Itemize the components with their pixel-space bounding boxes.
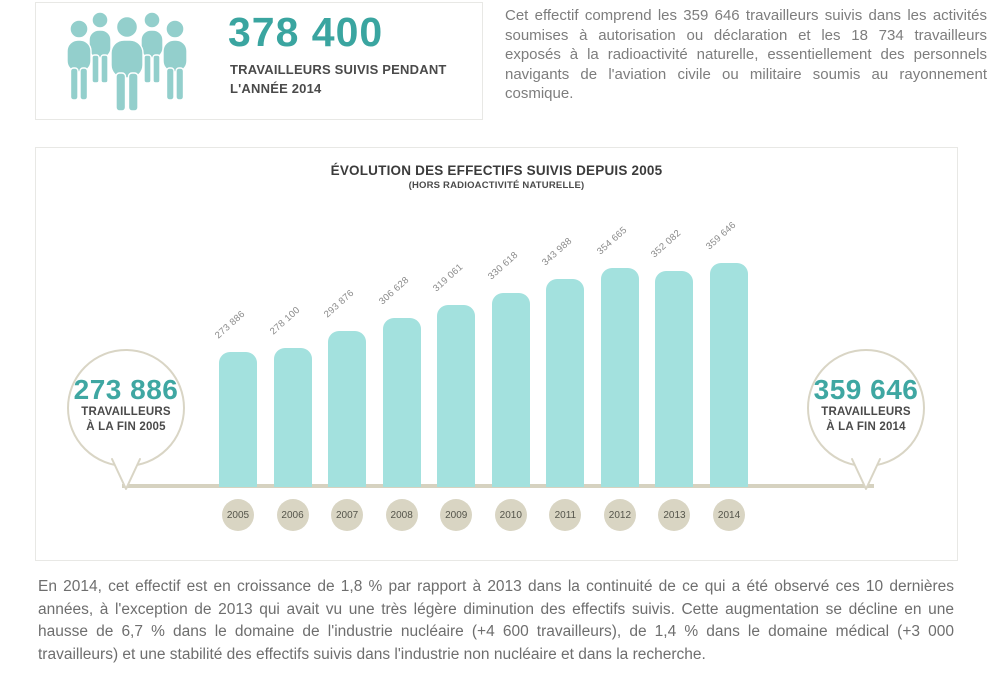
year-label-2010: 2010 [495, 499, 527, 531]
callout-left-text [56, 375, 196, 434]
bar-2010 [492, 293, 530, 487]
bar-value-label-2010: 330 618 [485, 249, 521, 283]
headline-label-line2: L'ANNÉE 2014 [230, 81, 322, 96]
chart-title: ÉVOLUTION DES EFFECTIFS SUIVIS DEPUIS 2005 [330, 163, 663, 178]
callout-left-number: 273 886 [73, 374, 179, 405]
bar-value-label-2006: 278 100 [267, 304, 302, 337]
bar-2007 [328, 331, 366, 487]
bar-2013 [655, 271, 693, 487]
bar-value-label-2007: 293 876 [322, 287, 357, 321]
bar-2008 [383, 318, 421, 487]
bar-2011 [546, 279, 584, 487]
people-group-icon [67, 9, 189, 111]
year-label-2012: 2012 [604, 499, 636, 531]
bar-2005 [219, 352, 257, 487]
headline-label [230, 60, 447, 98]
headline-label-line1: TRAVAILLEURS SUIVIS PENDANT [230, 62, 447, 77]
callout-right-label-line1: TRAVAILLEURS [821, 406, 911, 418]
callout-left-label [56, 405, 196, 434]
callout-left-label-line1: TRAVAILLEURS [81, 406, 171, 418]
headline-card [35, 2, 483, 120]
bar-2009 [437, 305, 475, 487]
bar-value-label-2008: 306 628 [376, 274, 412, 308]
callout-left-label-line2: À LA FIN 2005 [86, 420, 166, 433]
chart-subtitle: (HORS RADIOACTIVITÉ NATURELLE) [408, 180, 585, 191]
bar-value-label-2012: 354 665 [594, 224, 630, 258]
bar-chart [35, 147, 958, 561]
year-label-2011: 2011 [549, 499, 581, 531]
year-label-2009: 2009 [440, 499, 472, 531]
bar-2006 [274, 348, 312, 487]
callout-right-label [796, 405, 936, 434]
year-label-2014: 2014 [713, 499, 745, 531]
year-label-2013: 2013 [658, 499, 690, 531]
bar-value-label-2005: 273 886 [212, 308, 248, 342]
bar-2014 [710, 263, 748, 487]
bar-2012 [601, 268, 639, 487]
bar-value-label-2009: 319 061 [431, 261, 466, 295]
intro-paragraph: Cet effectif comprend les 359 646 travailleurs suivis dans les activités soumises à autorisation ou déclaration et les 18 734 travailleurs exposés à la radioactivité naturelle, essentiellement des personnels navigants de l'aviation civile ou militaire soumis au rayonnement cosmique. [505, 7, 987, 102]
year-label-2008: 2008 [386, 499, 418, 531]
callout-right-text [796, 375, 936, 434]
year-label-2005: 2005 [222, 499, 254, 531]
headline-number: 378 400 [228, 9, 384, 55]
bar-value-label-2011: 343 988 [540, 235, 575, 269]
footer-paragraph: En 2014, cet effectif est en croissance de 1,8 % par rapport à 2013 dans la continuité de ce qui a été observé ces 10 dernières années, à l'exception de 2013 qui avait vu une très légère diminution des effectifs suivis. Cette augmentation se décline en une hausse de 6,7 % dans le domaine de l'industrie nucléaire (+4 600 travailleurs), de 1,4 % dans le domaine médical (+3 000 travailleurs) et une stabilité des effectifs suivis dans l'industrie non nucléaire et dans la recherche. [38, 578, 954, 663]
callout-right-number: 359 646 [813, 374, 919, 405]
bar-value-label-2013: 352 082 [649, 227, 684, 261]
callout-right-label-line2: À LA FIN 2014 [826, 420, 906, 433]
year-label-2006: 2006 [277, 499, 309, 531]
year-label-2007: 2007 [331, 499, 363, 531]
bar-value-label-2014: 359 646 [704, 219, 739, 253]
